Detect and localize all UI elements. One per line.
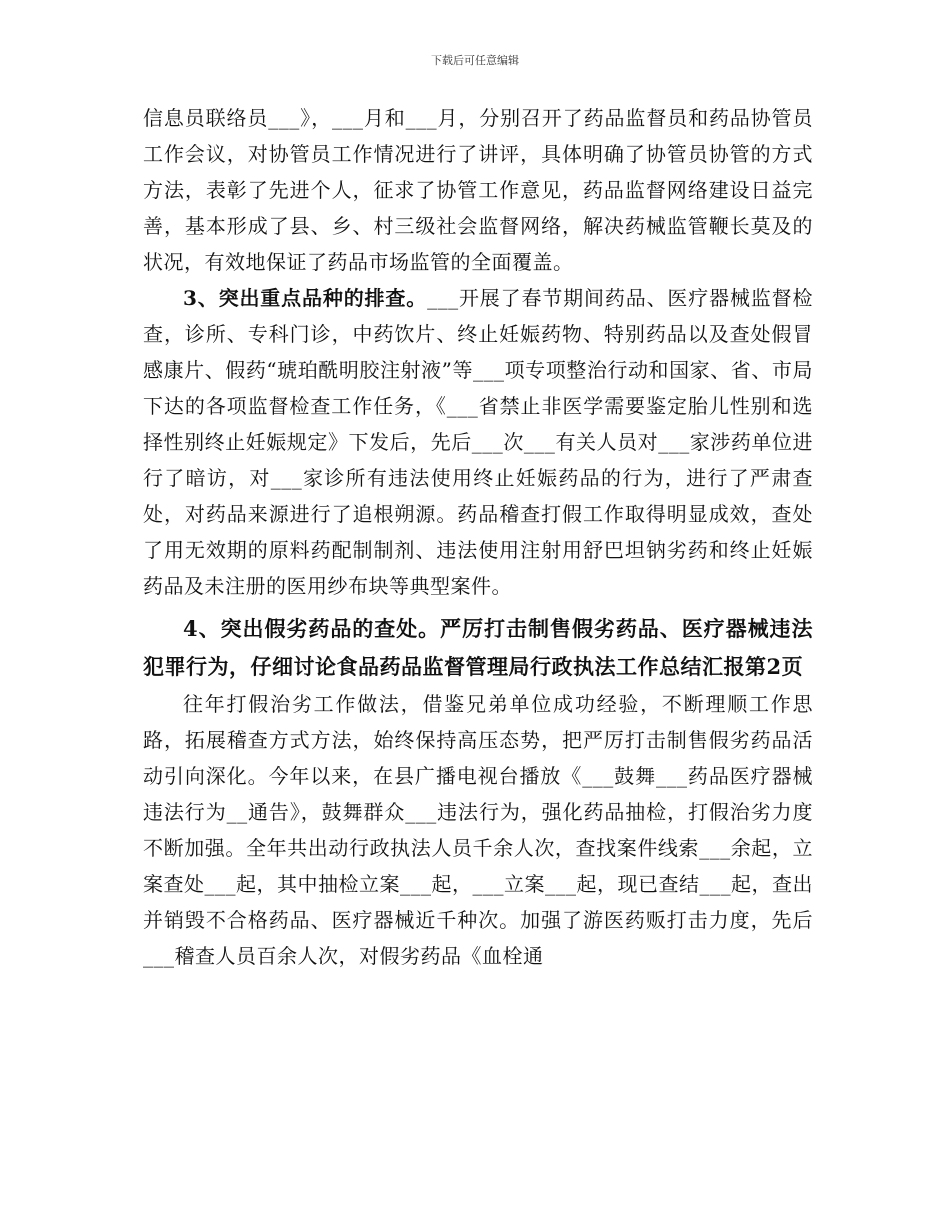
paragraph-key-varieties-body: ___开展了春节期间药品、医疗器械监督检查，诊所、专科门诊，中药饮片、终止妊娠药物、特别药品以及查处假冒感康片、假药“琥珀酰明胶注射液”等___项专项整治行动和国家、省、市局下达的各项监督检查工作任务，《___省禁止非医学需要鉴定胎儿性别和选择性别终止妊娠规定》下发后，先后___次___有关人员对___家涉药单位进行了暗访，对___家诊所有违法使用终止妊娠药品的行为，进行了严肃查处，对药品来源进行了追根朔源。药品稽查打假工作取得明显成效，查处了用无效期的原料药配制制剂、违法使用注射用舒巴坦钠劣药和终止妊娠药品及未注册的医用纱布块等典型案件。 (143, 286, 814, 598)
section-heading-3: 3、突出重点品种的排查。 (183, 286, 428, 310)
paragraph-supervision-network: 信息员联络员___》，___月和___月，分别召开了药品监督员和药品协管员工作会议，对协管员工作情况进行了讲评，具体明确了协管员协管的方式方法，表彰了先进个人，征求了协管工作意见，药品监督网络建设日益完善，基本形成了县、乡、村三级社会监督网络，解决药械监管鞭长莫及的状况，有效地保证了药品市场监管的全面覆盖。 (143, 106, 813, 274)
page-header: 下载后可任意编辑 (431, 54, 519, 67)
document-body (143, 100, 813, 974)
section-heading-4: 4、突出假劣药品的查处。严厉打击制售假劣药品、医疗器械违法犯罪行为，仔细讨论食品药品监督管理局行政执法工作总结汇报第2页 (143, 616, 813, 679)
paragraph-crackdown: 往年打假治劣工作做法，借鉴兄弟单位成功经验，不断理顺工作思路，拓展稽查方式方法，始终保持高压态势，把严厉打击制售假劣药品活动引向深化。今年以来，在县广播电视台播放《___鼓舞___药品医疗器械违法行为__通告》，鼓舞群众___违法行为，强化药品抽检，打假治劣力度不断加强。全年共出动行政执法人员千余人次，查找案件线索___余起，立案查处___起，其中抽检立案___起，___立案___起，现已查结___起，查出并销毁不合格药品、医疗器械近千种次。加强了游医药贩打击力度，先后___稽查人员百余人次，对假劣药品《血栓通 (143, 692, 813, 968)
paragraph-key-varieties (143, 280, 813, 604)
